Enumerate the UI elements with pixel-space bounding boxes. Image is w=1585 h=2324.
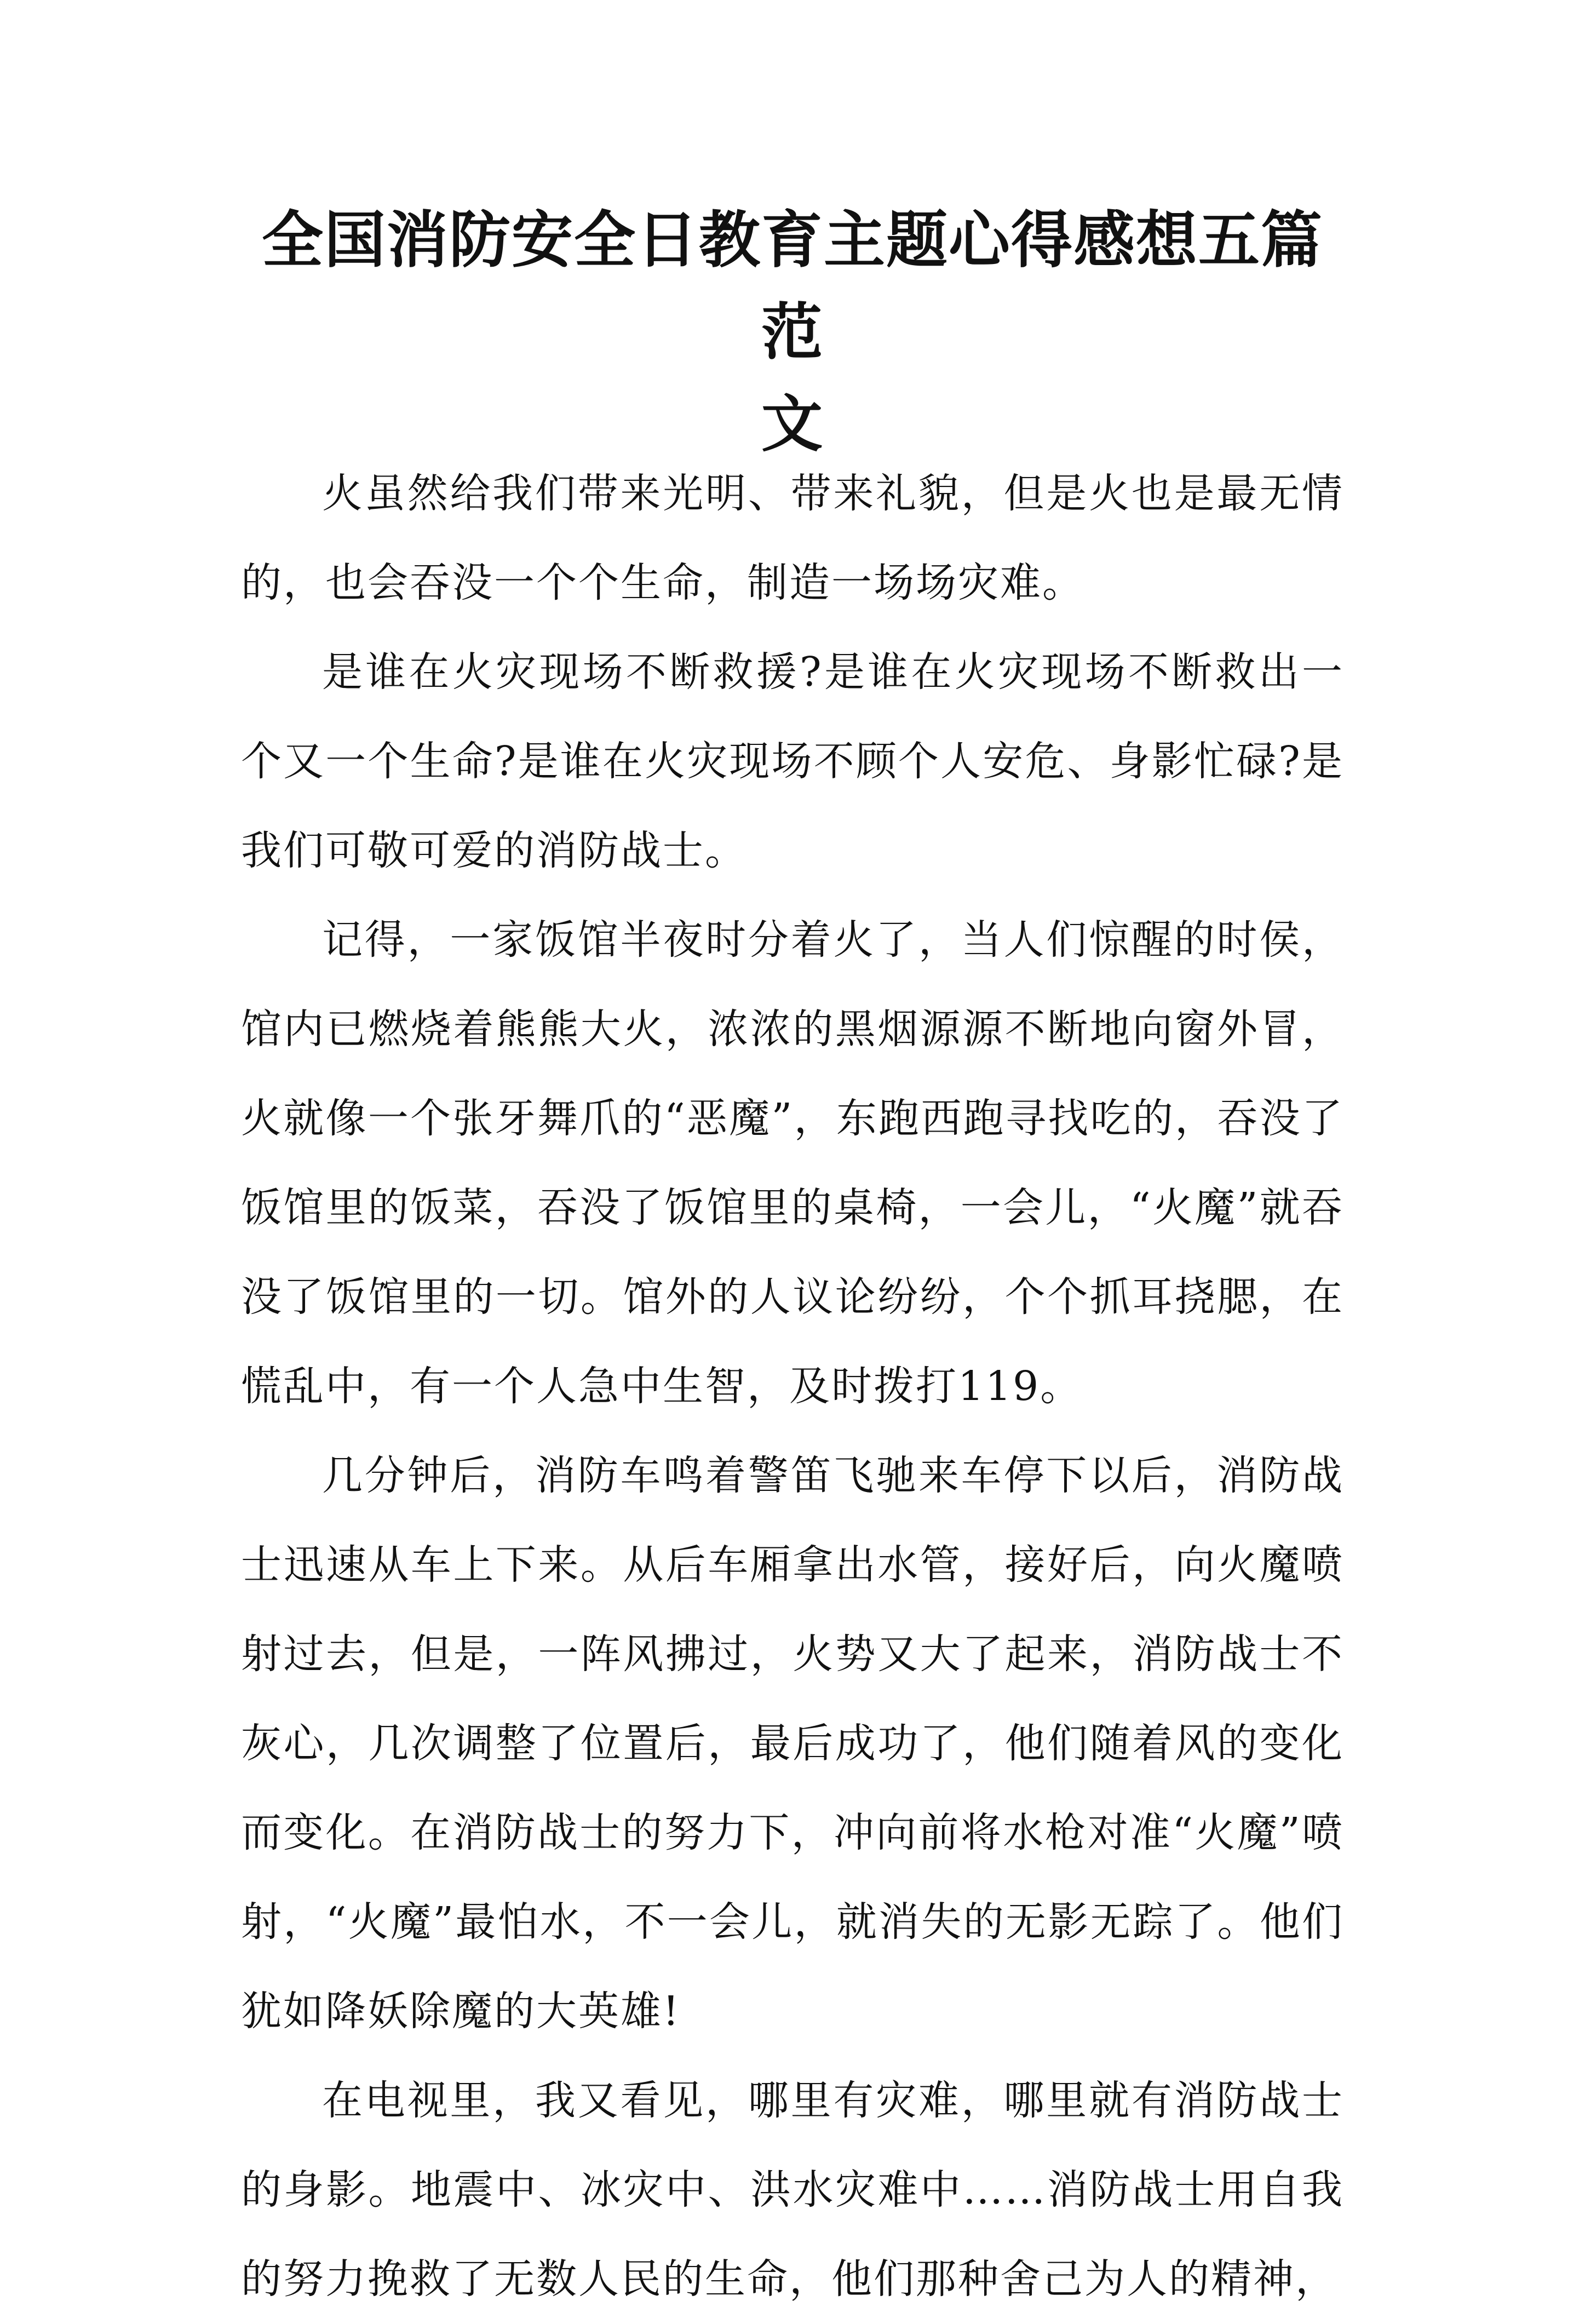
paragraph-1: 火虽然给我们带来光明、带来礼貌，但是火也是最无情的，也会吞没一个个生命，制造一场场灾难。	[241, 470, 1344, 606]
title-line-2: 文	[761, 389, 824, 460]
paragraph-2: 是谁在火灾现场不断救援?是谁在火灾现场不断救出一个又一个生命?是谁在火灾现场不顾个人安危、身影忙碌?是我们可敬可爱的消防战士。	[241, 649, 1344, 874]
paragraph-5: 在电视里，我又看见，哪里有灾难，哪里就有消防战士的身影。地震中、冰灾中、洪水灾难中……消防战士用自我的努力挽救了无数人民的生命，他们那种舍己为人的精神，	[241, 2077, 1344, 2303]
paragraph-4: 几分钟后，消防车鸣着警笛飞驰来车停下以后，消防战士迅速从车上下来。从后车厢拿出水管，接好后，向火魔喷射过去，但是，一阵风拂过，火势又大了起来，消防战士不灰心，几次调整了位置后，最后成功了，他们随着风的变化而变化。在消防战士的努力下，冲向前将水枪对准“火魔”喷射，“火魔”最怕水，不一会儿，就消失的无影无踪了。他们犹如降妖除魔的大英雄!	[241, 1452, 1344, 2035]
paragraph-3: 记得，一家饭馆半夜时分着火了，当人们惊醒的时侯，馆内已燃烧着熊熊大火，浓浓的黑烟源源不断地向窗外冒，火就像一个张牙舞爪的“恶魔”，东跑西跑寻找吃的，吞没了饭馆里的饭菜，吞没了饭馆里的桌椅，一会儿，“火魔”就吞没了饭馆里的一切。馆外的人议论纷纷，个个抓耳挠腮，在慌乱中，有一个人急中生智，及时拨打119。	[241, 916, 1344, 1410]
title-line-1: 全国消防安全日教育主题心得感想五篇范	[262, 205, 1323, 368]
document-body	[241, 449, 1344, 2324]
document-title	[241, 194, 1344, 470]
